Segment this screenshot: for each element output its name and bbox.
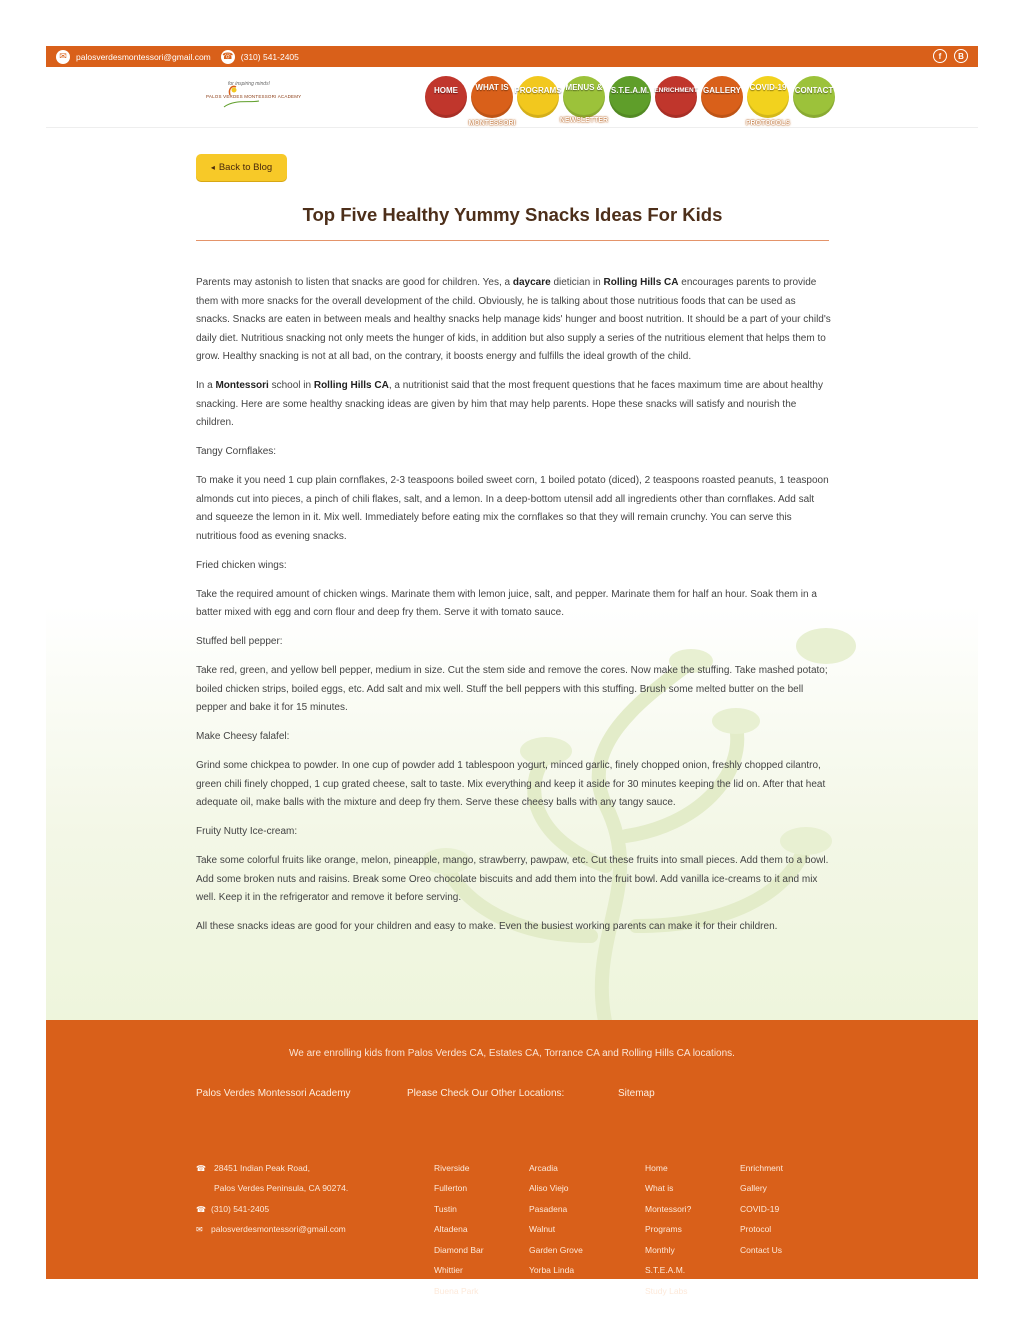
nav-what-is-label: WHAT IS xyxy=(475,83,509,92)
nav-contact-label: CONTACT xyxy=(794,86,834,95)
article-paragraph: Take some colorful fruits like orange, melon, pineapple, mango, strawberry, pawpaw, etc. Cut these fruits into small pieces. Add them to a bowl. Add some broken nuts and raisins. Break some Oreo chocolate biscuits and add them into the fruit bowl. Add vanilla ice-creams to it and mix well. Keep it in the refrigerator and remove it before serving. xyxy=(196,855,829,903)
nav-enrichment-label: ENRICHMENT xyxy=(654,87,698,94)
location-link[interactable]: Pasadena xyxy=(529,1204,568,1214)
location-link[interactable]: Aliso Viejo xyxy=(529,1183,569,1193)
footer-address-line2: Palos Verdes Peninsula, CA 90274. xyxy=(214,1183,349,1193)
nav-programs-label: PROGRAMS xyxy=(514,86,562,95)
article-paragraph: All these snacks ideas are good for your children and easy to make. Even the busiest working parents can make it for their children. xyxy=(196,921,778,932)
montessori-link[interactable]: Montessori xyxy=(215,380,269,391)
footer-locations-title: Please Check Our Other Locations: xyxy=(407,1088,565,1099)
article-paragraph: Parents may astonish to listen that snacks are good for children. Yes, a daycare dietician in Rolling Hills CA encourages parents to provide them with more snacks for the overall development of the child. Obviously, he is talking about those nutritious foods that can be used as snacks. Snacks are eaten in between meals and healthy snacks help manage kids' hunger and boost nutrition. It should be a part of your child's daily diet. Nutritious snacking not only meets the hunger of kids, in addition but also supply a series of the nutritious element that helps them to grow. Healthy snacking is not at all bad, on the contrary, it boosts energy and fulfills the ideal growth of the child. xyxy=(196,277,831,362)
topbar-phone[interactable] xyxy=(221,50,299,64)
daycare-link[interactable]: daycare xyxy=(512,277,551,288)
sitemap-link[interactable]: Enrichment xyxy=(740,1163,783,1173)
sitemap-link[interactable]: Protocol xyxy=(740,1224,772,1234)
section-heading: Fried chicken wings: xyxy=(196,559,287,571)
article-paragraph: To make it you need 1 cup plain cornflakes, 2-3 teaspoons boiled sweet corn, 1 boiled potato (diced), 2 teaspoons roasted peanuts, 1 teaspoon almonds cut into pieces, a pinch of chili flakes, salt, and a lemon. In a deep-bottom utensil add all ingredients other than cornflakes. Add salt and squeeze the lemon in it. Mix well. Immediately before eating mix the cornflakes so that they will remain crunchy. You can serve this nutritious food as evening snacks. xyxy=(196,475,829,542)
facebook-icon[interactable]: f xyxy=(933,49,947,63)
location-link[interactable]: Riverside xyxy=(434,1163,470,1173)
back-to-blog-button[interactable] xyxy=(196,154,287,181)
location-link[interactable]: Buena Park xyxy=(434,1286,479,1296)
nav-what-is-montessori[interactable] xyxy=(468,76,516,127)
topbar-email-text: palosverdesmontessori@gmail.com xyxy=(76,51,211,62)
nav-enrichment[interactable] xyxy=(655,76,697,118)
sitemap-link[interactable]: Contact Us xyxy=(740,1245,783,1255)
sitemap-link[interactable]: Monthly xyxy=(645,1245,675,1255)
enrolling-message: We are enrolling kids from Palos Verdes CA, Estates CA, Torrance CA and Rolling Hills CA locations. xyxy=(289,1048,735,1059)
nav-covid-label: COVID-19 xyxy=(749,83,787,92)
top-contact-bar xyxy=(46,46,978,67)
sitemap-link[interactable]: Home xyxy=(645,1163,668,1173)
page xyxy=(46,46,978,1296)
page-title: Top Five Healthy Yummy Snacks Ideas For Kids xyxy=(302,204,723,225)
footer-academy-title: Palos Verdes Montessori Academy xyxy=(196,1088,351,1099)
sitemap-link[interactable]: COVID-19 xyxy=(740,1204,780,1214)
location-link[interactable]: Arcadia xyxy=(529,1163,558,1173)
nav-home[interactable] xyxy=(425,76,467,118)
section-heading: Tangy Cornflakes: xyxy=(196,446,277,457)
location-link[interactable]: Garden Grove xyxy=(529,1245,583,1255)
location-link[interactable]: Tustin xyxy=(434,1204,457,1214)
nav-gallery-label: GALLERY xyxy=(703,86,741,95)
sitemap-link[interactable]: Programs xyxy=(645,1224,682,1234)
blogger-icon[interactable]: B xyxy=(954,49,968,63)
back-to-blog-label: Back to Blog xyxy=(218,162,273,173)
logo-tagline: for inspiring minds! xyxy=(228,81,270,87)
logo-name: PALOS VERDES MONTESSORI ACADEMY xyxy=(206,94,302,99)
nav-menus-label: MENUS & xyxy=(565,83,603,92)
envelope-icon: ✉ xyxy=(56,50,70,64)
footer-address: ☎ 28451 Indian Peak Road, xyxy=(196,1163,310,1173)
article-paragraph: In a Montessori school in Rolling Hills CA, a nutritionist said that the most frequent questions that he faces maximum time are about healthy snacking. Here are some healthy snacking ideas are given by him that may help parents. Hope these snacks will satisfy and nourish the children. xyxy=(196,380,823,428)
sitemap-link[interactable]: Montessori? xyxy=(645,1204,692,1214)
nav-home-label: HOME xyxy=(434,86,458,95)
site-logo[interactable] xyxy=(204,81,302,111)
nav-covid-protocols[interactable] xyxy=(745,76,791,127)
topbar-email[interactable] xyxy=(56,50,211,64)
phone-icon: ☎ xyxy=(221,50,235,64)
article-paragraph: Grind some chickpea to powder. In one cup of powder add 1 tablespoon yogurt, minced garlic, finely chopped onion, freshly chopped cilantro, green chili finely chopped, 1 cup grated cheese, salt to taste. Mix everything and keep it aside for 30 minutes keeping the lid on. After that heat adequate oil, make balls with the mixture and deep fry them. Serve these cheesy balls with any tangy sauce. xyxy=(196,760,826,808)
rolling-hills-link[interactable]: Rolling Hills CA xyxy=(313,380,389,391)
location-link[interactable]: Diamond Bar xyxy=(434,1245,484,1255)
footer-email[interactable]: ✉ palosverdesmontessori@gmail.com xyxy=(196,1224,346,1234)
caret-left-icon: ◂ xyxy=(210,163,215,172)
footer-sitemap-title: Sitemap xyxy=(618,1088,655,1099)
footer-phone[interactable]: ☎ (310) 541-2405 xyxy=(196,1204,270,1214)
section-heading: Fruity Nutty Ice-cream: xyxy=(196,826,298,837)
location-link[interactable]: Altadena xyxy=(434,1224,468,1234)
phone-icon: ☎ xyxy=(196,1204,206,1214)
site-footer xyxy=(46,1020,978,1296)
envelope-icon: ✉ xyxy=(196,1224,203,1234)
location-link[interactable]: Whittier xyxy=(434,1265,463,1275)
phone-icon: ☎ xyxy=(196,1163,206,1173)
nav-programs[interactable] xyxy=(514,76,562,118)
nav-menus-sub: NEWSLETTER xyxy=(559,117,609,124)
nav-what-is-sub: MONTESSORI xyxy=(468,120,516,127)
nav-covid-sub: PROTOCOLS xyxy=(745,120,791,127)
location-link[interactable]: Yorba Linda xyxy=(529,1265,575,1275)
rolling-hills-link[interactable]: Rolling Hills CA xyxy=(603,277,679,288)
nav-steam-label: S.T.E.A.M. xyxy=(610,86,650,95)
nav-menus-newsletter[interactable] xyxy=(559,76,609,124)
site-header xyxy=(46,67,978,128)
sitemap-link[interactable]: Study Labs xyxy=(645,1286,688,1296)
sitemap-link[interactable]: What is xyxy=(645,1183,674,1193)
nav-gallery[interactable] xyxy=(701,76,743,118)
topbar-phone-text: (310) 541-2405 xyxy=(240,51,299,62)
location-link[interactable]: Fullerton xyxy=(434,1183,468,1193)
section-heading: Stuffed bell pepper: xyxy=(196,636,283,647)
location-link[interactable]: Walnut xyxy=(529,1224,556,1234)
article-body xyxy=(196,274,832,947)
title-divider xyxy=(196,240,829,241)
article-paragraph: Take the required amount of chicken wings. Marinate them with lemon juice, salt, and pepper. Marinate them for half an hour. Soak them in a batter mixed with egg and corn flour and deep fry them. Serve it with tomato sauce. xyxy=(196,588,817,618)
nav-steam[interactable] xyxy=(609,76,651,118)
sitemap-link[interactable]: Gallery xyxy=(740,1183,767,1193)
nav-contact[interactable] xyxy=(793,76,835,118)
sitemap-link[interactable]: S.T.E.A.M. xyxy=(645,1265,686,1275)
section-heading: Make Cheesy falafel: xyxy=(196,731,290,742)
article-paragraph: Take red, green, and yellow bell pepper, medium in size. Cut the stem side and remove the cores. Now make the stuffing. Take mashed potato; boiled chicken strips, boiled eggs, etc. Add salt and mix well. Stuff the bell peppers with this stuffing. Brush some melted butter on the bell pepper and bake it for 15 minutes. xyxy=(196,665,828,713)
